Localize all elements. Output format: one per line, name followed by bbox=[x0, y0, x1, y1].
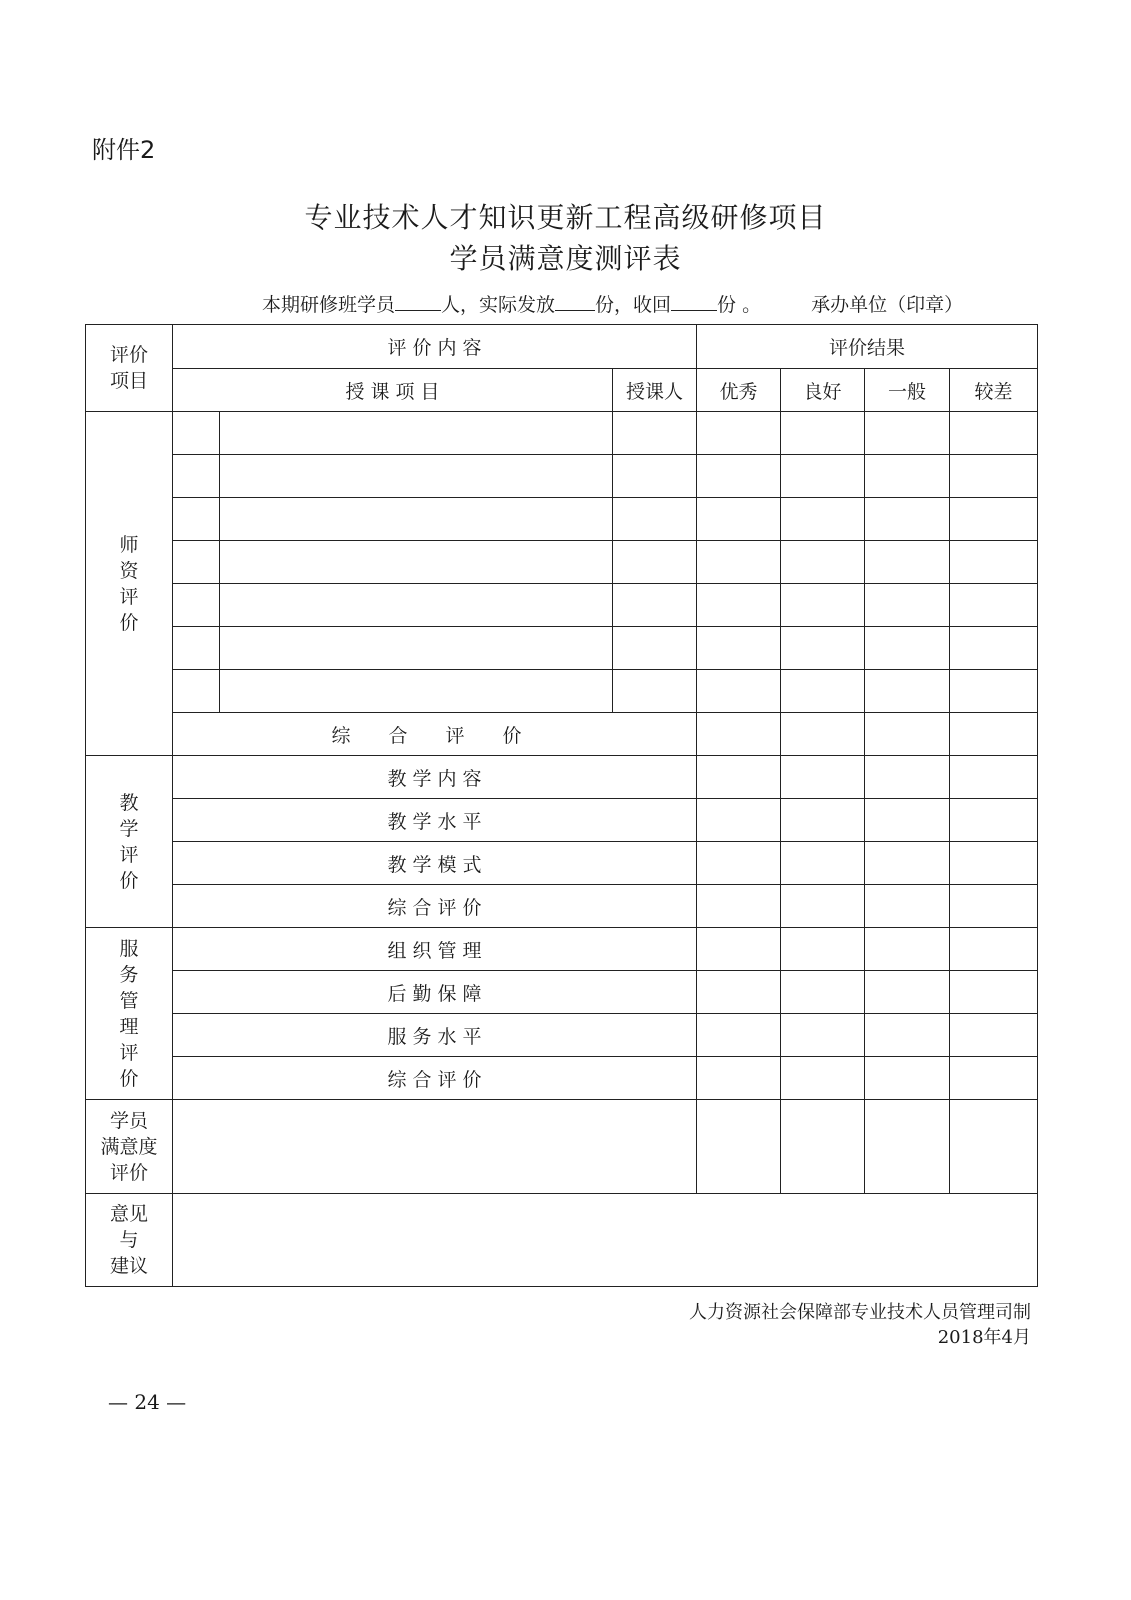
course-number-cell[interactable] bbox=[173, 670, 220, 713]
header-evaluation-result: 评价结果 bbox=[697, 325, 1038, 369]
rating-poor-cell[interactable] bbox=[950, 1057, 1038, 1100]
rating-good-cell[interactable] bbox=[781, 412, 865, 455]
teaching-mode-label: 教 学 模 式 bbox=[173, 842, 697, 885]
attachment-label: 附件2 bbox=[92, 136, 156, 164]
teaching-content-label: 教 学 内 容 bbox=[173, 756, 697, 799]
teaching-evaluation-group: 教 学 评 价 bbox=[86, 756, 173, 928]
document-subtitle: 学员满意度测评表 bbox=[449, 242, 682, 275]
rating-poor-cell[interactable] bbox=[950, 1100, 1038, 1194]
lecturer-cell[interactable] bbox=[613, 670, 697, 713]
rating-poor-cell[interactable] bbox=[950, 756, 1038, 799]
satisfaction-row bbox=[86, 1100, 1038, 1194]
rating-excellent-cell[interactable] bbox=[697, 971, 781, 1014]
rating-good-cell[interactable] bbox=[781, 584, 865, 627]
rating-excellent-cell[interactable] bbox=[697, 885, 781, 928]
teacher-row bbox=[86, 455, 1038, 498]
lecturer-cell[interactable] bbox=[613, 455, 697, 498]
issue-date: 2018年4月 bbox=[937, 1327, 1031, 1348]
document-title: 专业技术人才知识更新工程高级研修项目 bbox=[304, 201, 827, 234]
rating-excellent-cell[interactable] bbox=[697, 928, 781, 971]
rating-average-cell[interactable] bbox=[865, 670, 950, 713]
header-course-item: 授 课 项 目 bbox=[173, 369, 613, 412]
teacher-row bbox=[86, 670, 1038, 713]
rating-average-cell[interactable] bbox=[865, 627, 950, 670]
rating-poor-cell[interactable] bbox=[950, 584, 1038, 627]
header-lecturer: 授课人 bbox=[613, 369, 697, 412]
rating-poor-cell[interactable] bbox=[950, 842, 1038, 885]
service-row bbox=[86, 971, 1038, 1014]
lecturer-cell[interactable] bbox=[613, 412, 697, 455]
rating-average-cell[interactable] bbox=[865, 756, 950, 799]
rating-average-cell[interactable] bbox=[865, 412, 950, 455]
course-name-cell[interactable] bbox=[220, 455, 613, 498]
rating-average-cell[interactable] bbox=[865, 1057, 950, 1100]
rating-good-cell[interactable] bbox=[781, 627, 865, 670]
rating-good-cell[interactable] bbox=[781, 971, 865, 1014]
rating-poor-cell[interactable] bbox=[950, 412, 1038, 455]
rating-good-cell[interactable] bbox=[781, 670, 865, 713]
header-evaluation-content: 评 价 内 容 bbox=[173, 325, 697, 369]
trainee-count-field[interactable] bbox=[395, 294, 441, 311]
opinion-label: 意见 与 建议 bbox=[86, 1194, 173, 1287]
rating-excellent-cell[interactable] bbox=[697, 799, 781, 842]
rating-poor-cell[interactable] bbox=[950, 498, 1038, 541]
satisfaction-form-table bbox=[85, 324, 1038, 1287]
opinion-input-cell[interactable] bbox=[173, 1194, 1038, 1287]
service-overall-row bbox=[86, 1057, 1038, 1100]
opinion-row bbox=[86, 1194, 1038, 1287]
course-number-cell[interactable] bbox=[173, 455, 220, 498]
returned-count-label: 份，收回 bbox=[595, 294, 672, 316]
rating-good-cell[interactable] bbox=[781, 885, 865, 928]
header-evaluation-item: 评价 项目 bbox=[86, 325, 173, 412]
logistics-label: 后 勤 保 障 bbox=[173, 971, 697, 1014]
teacher-row bbox=[86, 627, 1038, 670]
header-rating-average: 一般 bbox=[865, 369, 950, 412]
rating-good-cell[interactable] bbox=[781, 713, 865, 756]
rating-excellent-cell[interactable] bbox=[697, 541, 781, 584]
course-number-cell[interactable] bbox=[173, 584, 220, 627]
rating-good-cell[interactable] bbox=[781, 1014, 865, 1057]
course-name-cell[interactable] bbox=[220, 541, 613, 584]
rating-excellent-cell[interactable] bbox=[697, 1014, 781, 1057]
course-number-cell[interactable] bbox=[173, 541, 220, 584]
rating-poor-cell[interactable] bbox=[950, 799, 1038, 842]
rating-average-cell[interactable] bbox=[865, 498, 950, 541]
rating-excellent-cell[interactable] bbox=[697, 584, 781, 627]
rating-average-cell[interactable] bbox=[865, 928, 950, 971]
rating-excellent-cell[interactable] bbox=[697, 455, 781, 498]
rating-good-cell[interactable] bbox=[781, 541, 865, 584]
header-rating-excellent: 优秀 bbox=[697, 369, 781, 412]
rating-poor-cell[interactable] bbox=[950, 971, 1038, 1014]
rating-excellent-cell[interactable] bbox=[697, 1057, 781, 1100]
rating-excellent-cell[interactable] bbox=[697, 627, 781, 670]
lecturer-cell[interactable] bbox=[613, 498, 697, 541]
teacher-evaluation-group: 师 资 评 价 bbox=[86, 412, 173, 756]
rating-poor-cell[interactable] bbox=[950, 455, 1038, 498]
rating-poor-cell[interactable] bbox=[950, 1014, 1038, 1057]
rating-poor-cell[interactable] bbox=[950, 627, 1038, 670]
lecturer-cell[interactable] bbox=[613, 541, 697, 584]
service-row bbox=[86, 1014, 1038, 1057]
teacher-row bbox=[86, 541, 1038, 584]
rating-excellent-cell[interactable] bbox=[697, 1100, 781, 1194]
copies-unit-label: 份 。 bbox=[717, 294, 762, 316]
teaching-overall-label: 综 合 评 价 bbox=[173, 885, 697, 928]
satisfaction-content-cell[interactable] bbox=[173, 1100, 697, 1194]
organizer-seal-label: 承办单位（印章） bbox=[811, 294, 964, 316]
service-overall-label: 综 合 评 价 bbox=[173, 1057, 697, 1100]
page-number: — 24 — bbox=[108, 1390, 187, 1414]
course-number-cell[interactable] bbox=[173, 498, 220, 541]
rating-poor-cell[interactable] bbox=[950, 670, 1038, 713]
rating-excellent-cell[interactable] bbox=[697, 670, 781, 713]
rating-average-cell[interactable] bbox=[865, 971, 950, 1014]
distributed-count-label: 人，实际发放 bbox=[441, 294, 556, 316]
rating-good-cell[interactable] bbox=[781, 799, 865, 842]
rating-average-cell[interactable] bbox=[865, 799, 950, 842]
rating-good-cell[interactable] bbox=[781, 1100, 865, 1194]
rating-poor-cell[interactable] bbox=[950, 541, 1038, 584]
rating-average-cell[interactable] bbox=[865, 584, 950, 627]
course-name-cell[interactable] bbox=[220, 498, 613, 541]
header-rating-poor: 较差 bbox=[950, 369, 1038, 412]
rating-excellent-cell[interactable] bbox=[697, 842, 781, 885]
teaching-row bbox=[86, 799, 1038, 842]
course-name-cell[interactable] bbox=[220, 412, 613, 455]
teaching-row bbox=[86, 842, 1038, 885]
service-evaluation-group: 服 务 管 理 评 价 bbox=[86, 928, 173, 1100]
service-level-label: 服 务 水 平 bbox=[173, 1014, 697, 1057]
course-name-cell[interactable] bbox=[220, 627, 613, 670]
lecturer-cell[interactable] bbox=[613, 627, 697, 670]
rating-excellent-cell[interactable] bbox=[697, 498, 781, 541]
rating-good-cell[interactable] bbox=[781, 756, 865, 799]
rating-poor-cell[interactable] bbox=[950, 885, 1038, 928]
course-number-cell[interactable] bbox=[173, 412, 220, 455]
teacher-overall-label: 综 合 评 价 bbox=[173, 713, 697, 756]
organization-management-label: 组 织 管 理 bbox=[173, 928, 697, 971]
service-row bbox=[86, 928, 1038, 971]
teaching-level-label: 教 学 水 平 bbox=[173, 799, 697, 842]
rating-excellent-cell[interactable] bbox=[697, 713, 781, 756]
trainee-count-label: 本期研修班学员 bbox=[262, 294, 396, 316]
rating-good-cell[interactable] bbox=[781, 455, 865, 498]
rating-good-cell[interactable] bbox=[781, 842, 865, 885]
course-name-cell[interactable] bbox=[220, 670, 613, 713]
teacher-row bbox=[86, 412, 1038, 455]
issuer-text: 人力资源社会保障部专业技术人员管理司制 bbox=[689, 1302, 1031, 1323]
returned-count-field[interactable] bbox=[671, 294, 717, 311]
rating-poor-cell[interactable] bbox=[950, 928, 1038, 971]
rating-average-cell[interactable] bbox=[865, 1100, 950, 1194]
rating-excellent-cell[interactable] bbox=[697, 412, 781, 455]
rating-good-cell[interactable] bbox=[781, 928, 865, 971]
teacher-overall-row bbox=[86, 713, 1038, 756]
teaching-overall-row bbox=[86, 885, 1038, 928]
rating-excellent-cell[interactable] bbox=[697, 756, 781, 799]
course-number-cell[interactable] bbox=[173, 627, 220, 670]
teaching-row bbox=[86, 756, 1038, 799]
distributed-count-field[interactable] bbox=[555, 294, 595, 311]
rating-poor-cell[interactable] bbox=[950, 713, 1038, 756]
satisfaction-label: 学员 满意度 评价 bbox=[86, 1100, 173, 1194]
lecturer-cell[interactable] bbox=[613, 584, 697, 627]
rating-average-cell[interactable] bbox=[865, 455, 950, 498]
rating-average-cell[interactable] bbox=[865, 885, 950, 928]
rating-good-cell[interactable] bbox=[781, 498, 865, 541]
rating-average-cell[interactable] bbox=[865, 842, 950, 885]
rating-average-cell[interactable] bbox=[865, 541, 950, 584]
rating-good-cell[interactable] bbox=[781, 1057, 865, 1100]
teacher-row bbox=[86, 584, 1038, 627]
form-subheader bbox=[262, 290, 963, 317]
rating-average-cell[interactable] bbox=[865, 713, 950, 756]
teacher-row bbox=[86, 498, 1038, 541]
header-rating-good: 良好 bbox=[781, 369, 865, 412]
course-name-cell[interactable] bbox=[220, 584, 613, 627]
rating-average-cell[interactable] bbox=[865, 1014, 950, 1057]
